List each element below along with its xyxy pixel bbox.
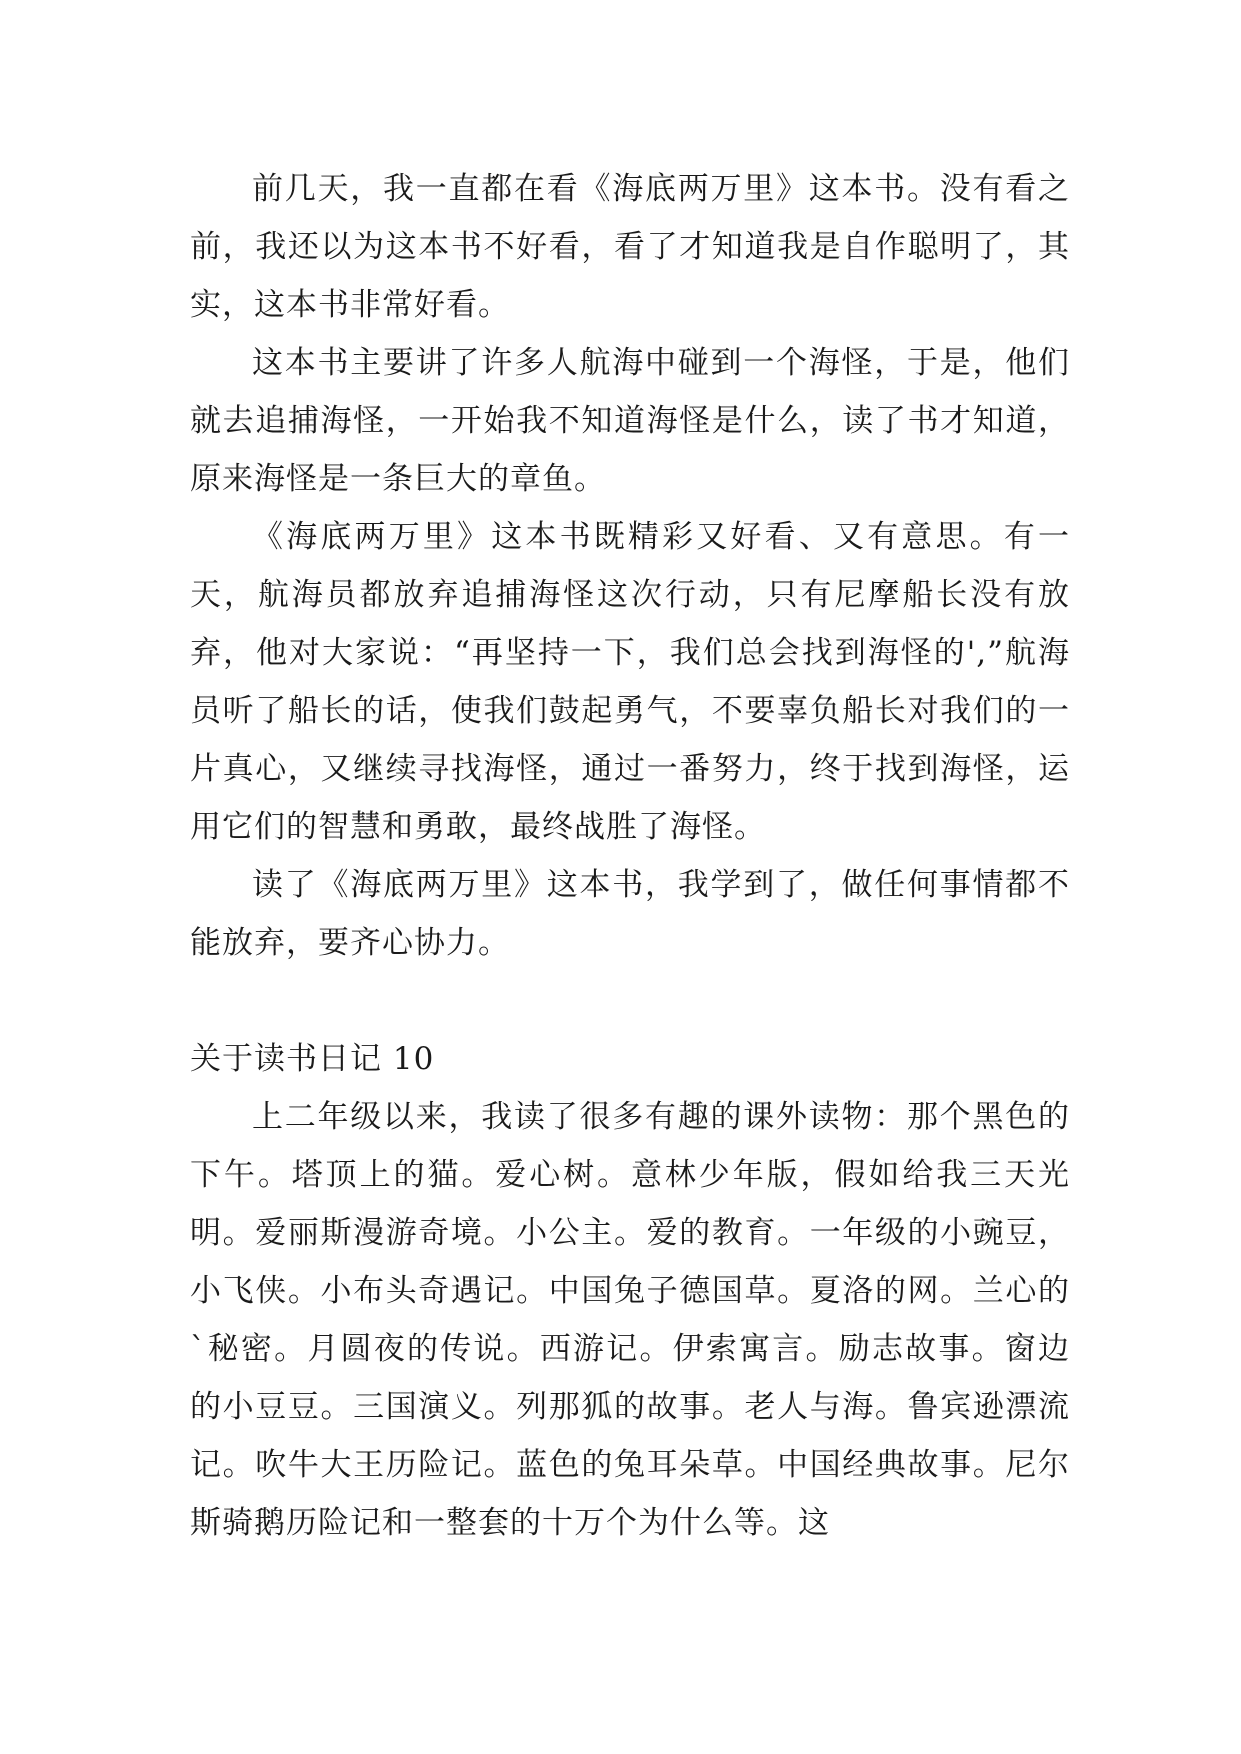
- paragraph: 上二年级以来，我读了很多有趣的课外读物：那个黑色的下午。塔顶上的猫。爱心树。意林少年版，假如给我三天光明。爱丽斯漫游奇境。小公主。爱的教育。一年级的小豌豆，小飞侠。小布头奇遇记。中国兔子德国草。夏洛的网。兰心的`秘密。月圆夜的传说。西游记。伊索寓言。励志故事。窗边的小豆豆。三国演义。列那狐的故事。老人与海。鲁宾逊漂流记。吹牛大王历险记。蓝色的兔耳朵草。中国经典故事。尼尔斯骑鹅历险记和一整套的十万个为什么等。这: [190, 1099, 1070, 1541]
- diary-entry-10: [190, 1030, 1070, 1552]
- section-heading: 关于读书日记 10: [190, 1041, 435, 1077]
- paragraph: 前几天，我一直都在看《海底两万里》这本书。没有看之前，我还以为这本书不好看，看了才知道我是自作聪明了，其实，这本书非常好看。: [190, 171, 1070, 323]
- paragraph: 《海底两万里》这本书既精彩又好看、又有意思。有一天，航海员都放弃追捕海怪这次行动，只有尼摩船长没有放弃，他对大家说：“再坚持一下，我们总会找到海怪的',”航海员听了船长的话，使我们鼓起勇气，不要辜负船长对我们的一片真心，又继续寻找海怪，通过一番努力，终于找到海怪，运用它们的智慧和勇敢，最终战胜了海怪。: [190, 519, 1070, 845]
- paragraph: 这本书主要讲了许多人航海中碰到一个海怪，于是，他们就去追捕海怪，一开始我不知道海怪是什么，读了书才知道，原来海怪是一条巨大的章鱼。: [190, 345, 1070, 497]
- diary-entry-previous: [190, 160, 1070, 972]
- paragraph: 读了《海底两万里》这本书，我学到了，做任何事情都不能放弃，要齐心协力。: [190, 867, 1070, 961]
